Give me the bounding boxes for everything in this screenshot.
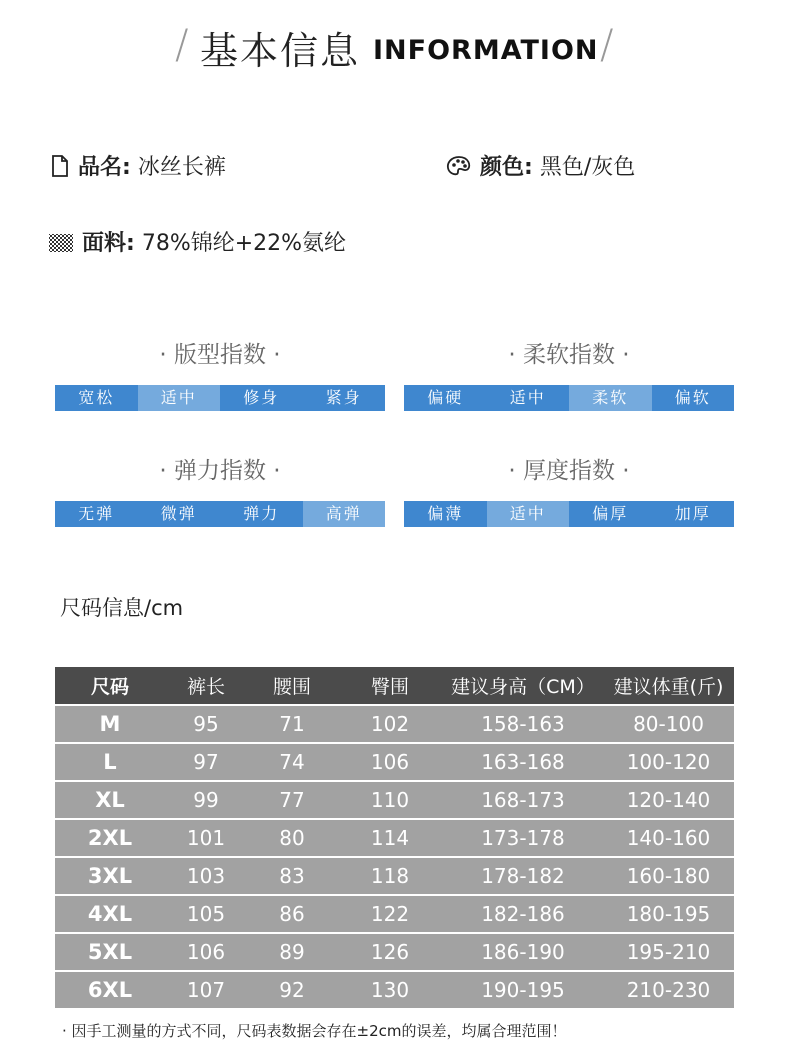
size-section-label: 尺码信息/cm: [60, 596, 184, 620]
table-cell-size: 5XL: [55, 933, 165, 971]
header-slash-left: /: [175, 22, 189, 68]
index-option: 弹力: [243, 504, 280, 523]
table-cell: 210-230: [603, 971, 734, 1008]
table-row: [55, 819, 734, 857]
table-cell-size: 3XL: [55, 857, 165, 895]
index-option: 偏硬: [427, 388, 464, 407]
palette-icon: [446, 155, 472, 183]
table-cell-size: M: [55, 705, 165, 743]
index-option: 偏软: [674, 388, 711, 407]
table-row: [55, 895, 734, 933]
table-cell: 178-182: [443, 857, 603, 895]
index-bar: [55, 385, 385, 411]
table-cell: 102: [337, 705, 443, 743]
product-name-row: [50, 150, 226, 183]
product-color-colon: :: [524, 155, 533, 180]
table-cell: 105: [165, 895, 247, 933]
table-cell: 140-160: [603, 819, 734, 857]
table-header-row: [55, 667, 734, 705]
table-cell: 74: [247, 743, 337, 781]
table-cell: 101: [165, 819, 247, 857]
size-table: [55, 667, 734, 1008]
table-cell: 89: [247, 933, 337, 971]
index-option-selected: 适中: [138, 385, 221, 411]
product-name-key: 品名: [78, 155, 123, 180]
table-row: [55, 971, 734, 1008]
table-cell: 173-178: [443, 819, 603, 857]
table-cell-size: 2XL: [55, 819, 165, 857]
table-cell: 120-140: [603, 781, 734, 819]
index-option: 宽松: [78, 388, 115, 407]
table-cell: 186-190: [443, 933, 603, 971]
product-name-colon: :: [122, 155, 131, 180]
table-cell: 190-195: [443, 971, 603, 1008]
index-option: 偏厚: [592, 504, 629, 523]
table-cell: 168-173: [443, 781, 603, 819]
table-cell: 180-195: [603, 895, 734, 933]
table-cell: 92: [247, 971, 337, 1008]
table-cell: 182-186: [443, 895, 603, 933]
measurement-note: · 因手工测量的方式不同，尺码表数据会存在±2cm的误差，均属合理范围！: [62, 1022, 567, 1040]
table-cell: 114: [337, 819, 443, 857]
index-title: · 弹力指数 ·: [159, 458, 281, 484]
table-cell: 95: [165, 705, 247, 743]
table-cell: 126: [337, 933, 443, 971]
table-row: [55, 857, 734, 895]
table-cell: 118: [337, 857, 443, 895]
document-icon: [50, 155, 70, 183]
table-cell-size: 6XL: [55, 971, 165, 1008]
table-header-length: 裤长: [165, 667, 247, 705]
table-cell: 195-210: [603, 933, 734, 971]
table-header-weight: 建议体重(斤): [603, 667, 734, 705]
table-cell: 158-163: [443, 705, 603, 743]
table-cell: 100-120: [603, 743, 734, 781]
table-cell: 77: [247, 781, 337, 819]
table-cell: 71: [247, 705, 337, 743]
table-cell: 130: [337, 971, 443, 1008]
index-block-elasticity: [55, 452, 385, 527]
table-cell: 80: [247, 819, 337, 857]
product-color-row: [446, 150, 635, 183]
index-option: 微弹: [160, 504, 197, 523]
product-fabric-row: [48, 226, 346, 259]
index-option-selected: 柔软: [569, 385, 652, 411]
table-cell: 103: [165, 857, 247, 895]
table-row: [55, 781, 734, 819]
index-option: 加厚: [674, 504, 711, 523]
index-title: · 柔软指数 ·: [508, 342, 630, 368]
table-cell: 86: [247, 895, 337, 933]
index-block-softness: [404, 336, 734, 411]
fabric-texture-icon: [48, 233, 74, 259]
product-fabric-value: 78%锦纶+22%氨纶: [141, 231, 347, 256]
table-header-hip: 臀围: [337, 667, 443, 705]
table-cell: 122: [337, 895, 443, 933]
product-color-key: 颜色: [480, 155, 525, 180]
table-cell: 106: [165, 933, 247, 971]
page-title-cn: 基本信息: [200, 29, 361, 73]
table-cell: 83: [247, 857, 337, 895]
index-option-selected: 适中: [487, 501, 570, 527]
page-title-en: INFORMATION: [373, 35, 599, 66]
index-block-fit: [55, 336, 385, 411]
table-body: [55, 705, 734, 1008]
index-option-selected: 高弹: [303, 501, 386, 527]
table-cell-size: L: [55, 743, 165, 781]
table-header-size: 尺码: [55, 667, 165, 705]
table-row: [55, 743, 734, 781]
table-row: [55, 705, 734, 743]
table-header-height: 建议身高（CM）: [443, 667, 603, 705]
table-cell: 160-180: [603, 857, 734, 895]
table-row: [55, 933, 734, 971]
index-option: 紧身: [325, 388, 362, 407]
index-bar: [404, 501, 734, 527]
header-slash-right: /: [600, 22, 614, 68]
table-header-waist: 腰围: [247, 667, 337, 705]
table-cell: 80-100: [603, 705, 734, 743]
index-option: 修身: [243, 388, 280, 407]
product-fabric-key: 面料: [82, 231, 127, 256]
index-block-thickness: [404, 452, 734, 527]
table-cell-size: 4XL: [55, 895, 165, 933]
index-option: 无弹: [78, 504, 115, 523]
page-header: [0, 18, 790, 74]
table-cell: 106: [337, 743, 443, 781]
index-option: 偏薄: [427, 504, 464, 523]
product-name-value: 冰丝长裤: [137, 155, 226, 180]
table-cell: 97: [165, 743, 247, 781]
index-title: · 版型指数 ·: [159, 342, 281, 368]
index-title: · 厚度指数 ·: [508, 458, 630, 484]
table-cell: 107: [165, 971, 247, 1008]
table-cell: 110: [337, 781, 443, 819]
table-cell-size: XL: [55, 781, 165, 819]
product-color-value: 黑色/灰色: [539, 155, 636, 180]
table-cell: 99: [165, 781, 247, 819]
index-bar: [55, 501, 385, 527]
index-option: 适中: [509, 388, 546, 407]
product-fabric-colon: :: [126, 231, 135, 256]
table-cell: 163-168: [443, 743, 603, 781]
index-bar: [404, 385, 734, 411]
